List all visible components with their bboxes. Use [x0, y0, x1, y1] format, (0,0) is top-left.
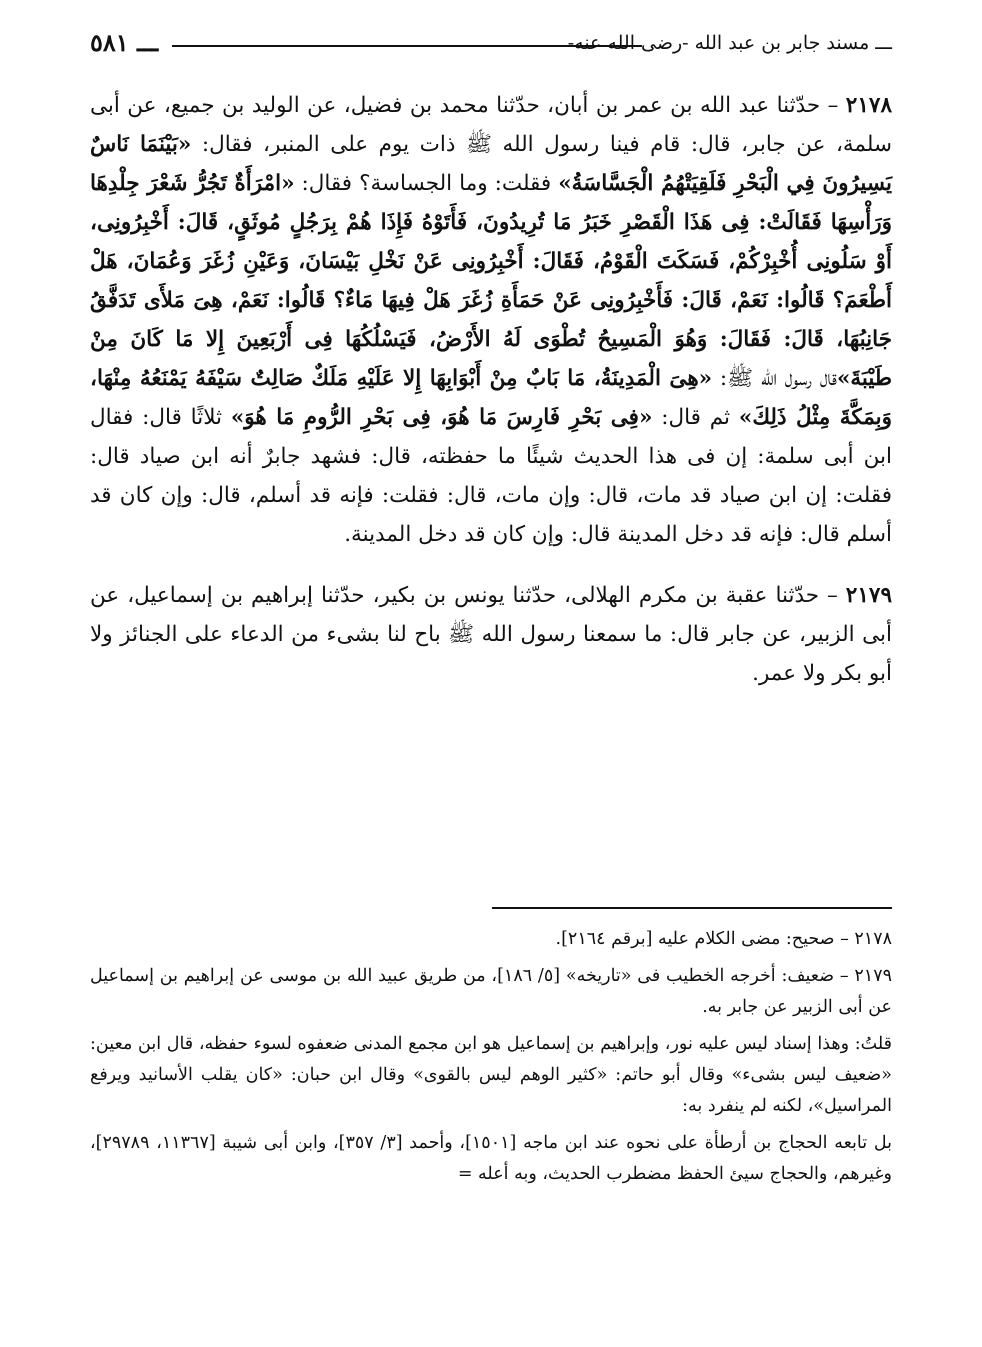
- main-text: [90, 86, 892, 693]
- footnote: ٢١٧٩ – ضعيف: أخرجه الخطيب فى «تاريخه» [٥/ ١٨٦]، من طريق عبيد الله بن موسى عن إبراهيم بن إسماعيل عن أبى الزبير عن جابر به.: [90, 966, 893, 1017]
- prophetic-quote: «امْرَأَةٌ تَجُرُّ شَعْرَ جِلْدِهَا وَرَأْسِهَا فَقَالَتْ: فِى هَذَا الْقَصْرِ خَبَرُ مَا تُرِيدُونَ، فَأَتَوْهُ فَإِذَا هُمْ بِرَجُلٍ مُوثَقٍ، قَالَ: أَخْبِرُونِى، أَوْ سَلُونِى أُخْبِرْكُمْ، فَسَكَتَ الْقَوْمُ، فَقَالَ: أَخْبِرُونِى عَنْ نَخْلِ بَيْسَانَ، وَعَيْنِ زُغَرَ وَعُمَانَ، هَلْ أَطْعَمَ؟ قَالُوا: نَعَمْ، قَالَ: فَأَخْبِرُونِى عَنْ حَمَأَةِ زُغَرَ هَلْ فِيهَا مَاءٌ؟ قَالُوا: نَعَمْ، هِىَ مَلأَى تَدَفَّقُ جَانِبُهَا، قَالَ: فَقَالَ: وَهُوَ الْمَسِيحُ تُطْوَى لَهُ الأَرْضُ، فَيَسْلُكُهَا فِى أَرْبَعِينَ إِلا مَا كَانَ مِنْ طَيْبَةَ»: [90, 171, 892, 391]
- prophetic-quote: «بَيْنَمَا نَاسٌ يَسِيرُونَ فِي الْبَحْرِ فَلَقِيَتْهُمُ الْجَسَّاسَةُ»: [90, 132, 893, 196]
- prophetic-quote: «هِىَ الْمَدِينَةُ، مَا بَابٌ مِنْ أَبْوَابِهَا إِلا عَلَيْهِ مَلَكٌ صَالِتٌ سَيْفَهُ يَمْنَعُهُ مِنْهَا، وَبِمَكَّةَ مِثْلُ ذَلِكَ»: [90, 366, 892, 430]
- narration-text: ثم قال:: [652, 405, 739, 430]
- narration-text: فقلت: وما الجساسة؟ فقال:: [294, 171, 559, 196]
- footnote: قلتُ: وهذا إسناد ليس عليه نور، وإبراهيم بن إسماعيل هو ابن مجمع المدنى ضعفوه لسوء حفظه، قال ابن معين: «ضعيف ليس بشىء» وقال أبو حاتم: «كثير الوهم ليس بالقوى» وقال ابن حبان: «كان يقلب الأسانيد ويرفع المراسيل»، لكنه لم ينفرد به:: [90, 1034, 892, 1116]
- footnotes: [90, 924, 892, 1190]
- narration-text: قال رسول الله ﷺ:: [712, 366, 837, 391]
- footnote: ٢١٧٨ – صحيح: مضى الكلام عليه [برقم ٢١٦٤].: [555, 929, 892, 949]
- hadith-2179: [90, 576, 892, 693]
- narration-text: ثلاثًا قال: فقال ابن أبى سلمة: إن فى هذا الحديث شيئًا ما حفظته، قال: فشهد جابرٌ أنه ابن صياد قال: فقلت: إن ابن صياد قد مات، قال: وإن مات، قال: فقلت: فإنه قد أسلم، قال: وإن كان قد أسلم قال: فإنه قد دخل المدينة قال: وإن كان قد دخل المدينة.: [90, 405, 892, 547]
- hadith-number: ٢١٧٨: [845, 93, 892, 118]
- header-rule: [172, 45, 642, 47]
- hadith-number: ٢١٧٩: [845, 583, 892, 608]
- footnote: بل تابعه الحجاج بن أرطأة على نحوه عند ابن ماجه [١٥٠١]، وأحمد [٣/ ٣٥٧]، وابن أبى شيبة [١١٣٦٧، ٢٩٧٨٩]، وغيرهم، والحجاج سيئ الحفظ مضطرب الحديث، وبه أعله =: [90, 1133, 892, 1184]
- footnote-separator: [492, 907, 892, 909]
- hadith-2178: [90, 86, 892, 554]
- page-header: [90, 28, 892, 62]
- hadith-isnad: – حدّثنا عبد الله بن عمر بن أبان، حدّثنا محمد بن فضيل، عن الوليد بن جميع، عن أبى سلمة، عن جابر، قال: قام فينا رسول الله ﷺ ذات يوم على المنبر، فقال:: [90, 93, 892, 157]
- hadith-text: – حدّثنا عقبة بن مكرم الهلالى، حدّثنا يونس بن بكير، حدّثنا إبراهيم بن إسماعيل، عن أبى الزبير، عن جابر قال: ما سمعنا رسول الله ﷺ باح لنا بشىء من الدعاء على الجنائز ولا أبو بكر ولا عمر.: [90, 583, 892, 686]
- page-number: ـــ ٥٨١: [90, 28, 159, 57]
- running-title: ـــ مسند جابر بن عبد الله -رضى الله عنه-: [567, 32, 892, 54]
- prophetic-quote: «فِى بَحْرِ فَارِسَ مَا هُوَ، فِى بَحْرِ الرُّومِ مَا هُوَ»: [230, 405, 653, 430]
